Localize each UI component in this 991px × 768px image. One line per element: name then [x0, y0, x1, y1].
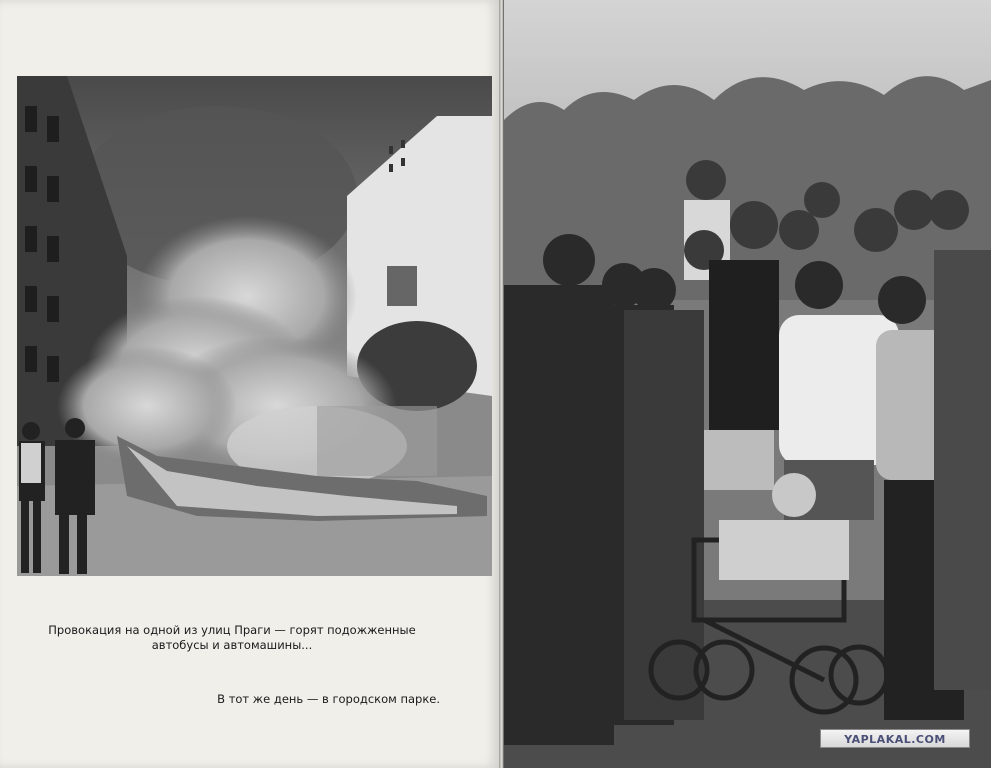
- watermark-logo: YAPLAKAL.COM: [820, 729, 970, 748]
- burning-street-image: [17, 76, 492, 576]
- burning-street-photo: [17, 76, 492, 576]
- park-crowd-photo: [504, 0, 991, 768]
- caption-fire: Провокация на одной из улиц Праги — горят подожженные автобусы и автомашины...: [48, 623, 416, 652]
- caption-park: В тот же день — в городском парке.: [217, 692, 440, 706]
- park-crowd-image: [504, 0, 991, 768]
